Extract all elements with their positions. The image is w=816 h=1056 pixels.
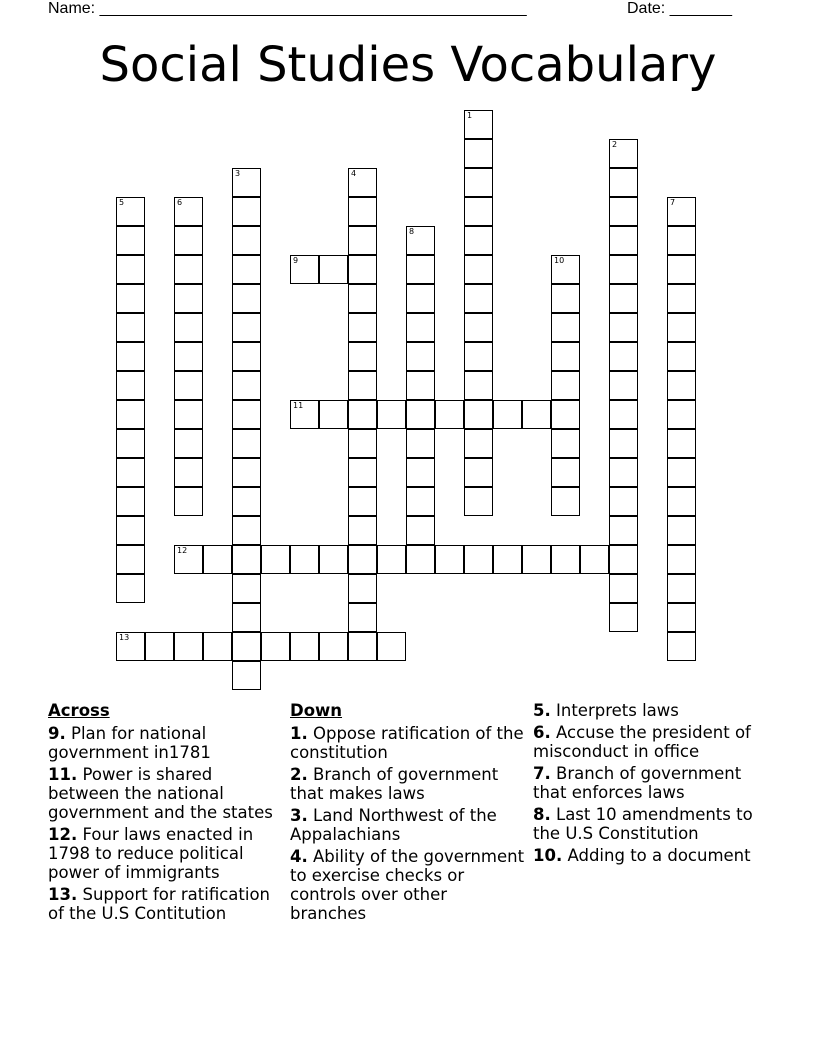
clue-text: Support for ratification of the U.S Contitution bbox=[48, 885, 271, 923]
crossword-cell[interactable] bbox=[348, 487, 377, 516]
cell-number: 10 bbox=[554, 256, 565, 265]
crossword-cell[interactable] bbox=[551, 545, 580, 574]
crossword-cell[interactable] bbox=[174, 429, 203, 458]
crossword-cell[interactable] bbox=[464, 371, 493, 400]
crossword-cell[interactable] bbox=[174, 255, 203, 284]
crossword-cell[interactable] bbox=[609, 313, 638, 342]
clue-text: Plan for national government in1781 bbox=[48, 724, 211, 762]
crossword-cell[interactable] bbox=[667, 429, 696, 458]
clues-column-1 bbox=[48, 701, 286, 926]
crossword-cell[interactable] bbox=[377, 400, 406, 429]
crossword-cell[interactable] bbox=[261, 632, 290, 661]
cell-number: 5 bbox=[119, 198, 125, 207]
crossword-cell[interactable] bbox=[290, 400, 319, 429]
crossword-cell[interactable] bbox=[203, 632, 232, 661]
crossword-cell[interactable] bbox=[232, 458, 261, 487]
crossword-cell[interactable] bbox=[232, 342, 261, 371]
across-heading: Across bbox=[48, 701, 110, 720]
clue-down-5 bbox=[533, 701, 773, 720]
crossword-cell[interactable] bbox=[464, 226, 493, 255]
clue-text: Accuse the president of misconduct in office bbox=[533, 723, 751, 761]
crossword-cell[interactable] bbox=[435, 545, 464, 574]
clue-text: Oppose ratification of the constitution bbox=[290, 724, 524, 762]
crossword-cell[interactable] bbox=[667, 342, 696, 371]
crossword-cell[interactable] bbox=[464, 342, 493, 371]
crossword-cell[interactable] bbox=[551, 371, 580, 400]
crossword-cell[interactable] bbox=[609, 255, 638, 284]
crossword-cell[interactable] bbox=[551, 313, 580, 342]
crossword-cell[interactable] bbox=[232, 661, 261, 690]
clue-down-1 bbox=[290, 724, 528, 762]
crossword-cell[interactable] bbox=[464, 197, 493, 226]
crossword-cell[interactable] bbox=[174, 400, 203, 429]
crossword-cell[interactable] bbox=[406, 487, 435, 516]
crossword-cell[interactable] bbox=[609, 139, 638, 168]
crossword-cell[interactable] bbox=[667, 574, 696, 603]
crossword-cell[interactable] bbox=[667, 603, 696, 632]
crossword-cell[interactable] bbox=[348, 226, 377, 255]
crossword-cell[interactable] bbox=[551, 429, 580, 458]
crossword-cell[interactable] bbox=[290, 632, 319, 661]
cell-number: 9 bbox=[293, 256, 299, 265]
clue-number: 10. bbox=[533, 846, 563, 865]
clue-number: 1. bbox=[290, 724, 308, 743]
crossword-cell[interactable] bbox=[406, 313, 435, 342]
crossword-cell[interactable] bbox=[551, 487, 580, 516]
clue-number: 6. bbox=[533, 723, 551, 742]
crossword-cell[interactable] bbox=[319, 400, 348, 429]
crossword-cell[interactable] bbox=[493, 400, 522, 429]
crossword-cell[interactable] bbox=[232, 487, 261, 516]
crossword-cell[interactable] bbox=[406, 400, 435, 429]
crossword-cell[interactable] bbox=[406, 516, 435, 545]
crossword-cell[interactable] bbox=[406, 342, 435, 371]
crossword-cell[interactable] bbox=[667, 197, 696, 226]
crossword-cell[interactable] bbox=[609, 400, 638, 429]
crossword-cell[interactable] bbox=[609, 371, 638, 400]
crossword-cell[interactable] bbox=[232, 284, 261, 313]
crossword-cell[interactable] bbox=[609, 574, 638, 603]
clue-down-2 bbox=[290, 765, 528, 803]
crossword-cell[interactable] bbox=[174, 632, 203, 661]
clue-number: 7. bbox=[533, 764, 551, 783]
crossword-cell[interactable] bbox=[232, 632, 261, 661]
cell-number: 6 bbox=[177, 198, 183, 207]
crossword-cell[interactable] bbox=[261, 545, 290, 574]
crossword-cell[interactable] bbox=[348, 603, 377, 632]
crossword-cell[interactable] bbox=[290, 545, 319, 574]
crossword-cell[interactable] bbox=[348, 168, 377, 197]
crossword-cell[interactable] bbox=[174, 226, 203, 255]
crossword-cell[interactable] bbox=[464, 458, 493, 487]
crossword-cell[interactable] bbox=[406, 226, 435, 255]
crossword-cell[interactable] bbox=[522, 545, 551, 574]
crossword-cell[interactable] bbox=[667, 458, 696, 487]
clue-text: Power is shared between the national government and the states bbox=[48, 765, 273, 822]
clue-text: Last 10 amendments to the U.S Constitution bbox=[533, 805, 753, 843]
crossword-cell[interactable] bbox=[203, 545, 232, 574]
crossword-cell[interactable] bbox=[232, 603, 261, 632]
crossword-cell[interactable] bbox=[464, 400, 493, 429]
date-field[interactable]: Date: _______ bbox=[627, 0, 732, 17]
clue-text: Interprets laws bbox=[556, 701, 679, 720]
crossword-cell[interactable] bbox=[522, 400, 551, 429]
crossword-cell[interactable] bbox=[406, 284, 435, 313]
crossword-cell[interactable] bbox=[406, 545, 435, 574]
clue-number: 12. bbox=[48, 825, 78, 844]
clue-text: Adding to a document bbox=[567, 846, 751, 865]
clues-column-2 bbox=[290, 701, 528, 926]
crossword-cell[interactable] bbox=[551, 458, 580, 487]
crossword-cell[interactable] bbox=[667, 632, 696, 661]
crossword-cell[interactable] bbox=[174, 458, 203, 487]
clue-number: 13. bbox=[48, 885, 78, 904]
clue-number: 3. bbox=[290, 806, 308, 825]
crossword-cell[interactable] bbox=[116, 255, 145, 284]
crossword-cell[interactable] bbox=[609, 429, 638, 458]
cell-number: 13 bbox=[119, 633, 130, 642]
crossword-cell[interactable] bbox=[406, 255, 435, 284]
crossword-cell[interactable] bbox=[174, 371, 203, 400]
crossword-cell[interactable] bbox=[609, 342, 638, 371]
clues-column-3 bbox=[533, 701, 773, 868]
clue-across-12 bbox=[48, 825, 286, 882]
crossword-cell[interactable] bbox=[464, 110, 493, 139]
cell-number: 1 bbox=[467, 111, 473, 120]
crossword-cell[interactable] bbox=[232, 516, 261, 545]
crossword-cell[interactable] bbox=[348, 313, 377, 342]
cell-number: 8 bbox=[409, 227, 415, 236]
crossword-cell[interactable] bbox=[116, 429, 145, 458]
crossword-cell[interactable] bbox=[116, 284, 145, 313]
clue-down-3 bbox=[290, 806, 528, 844]
crossword-cell[interactable] bbox=[116, 313, 145, 342]
cell-number: 4 bbox=[351, 169, 357, 178]
crossword-cell[interactable] bbox=[609, 197, 638, 226]
crossword-cell[interactable] bbox=[174, 197, 203, 226]
crossword-cell[interactable] bbox=[348, 284, 377, 313]
crossword-cell[interactable] bbox=[232, 313, 261, 342]
crossword-cell[interactable] bbox=[348, 197, 377, 226]
crossword-cell[interactable] bbox=[609, 284, 638, 313]
clue-text: Land Northwest of the Appalachians bbox=[290, 806, 497, 844]
crossword-cell[interactable] bbox=[493, 545, 522, 574]
crossword-cell[interactable] bbox=[116, 487, 145, 516]
crossword-cell[interactable] bbox=[174, 284, 203, 313]
crossword-cell[interactable] bbox=[116, 458, 145, 487]
crossword-cell[interactable] bbox=[667, 313, 696, 342]
crossword-cell[interactable] bbox=[435, 400, 464, 429]
crossword-cell[interactable] bbox=[348, 255, 377, 284]
crossword-cell[interactable] bbox=[667, 400, 696, 429]
crossword-cell[interactable] bbox=[290, 255, 319, 284]
crossword-cell[interactable] bbox=[116, 371, 145, 400]
crossword-cell[interactable] bbox=[348, 458, 377, 487]
crossword-cell[interactable] bbox=[580, 545, 609, 574]
clue-down-4 bbox=[290, 847, 528, 923]
crossword-cell[interactable] bbox=[319, 545, 348, 574]
crossword-cell[interactable] bbox=[232, 197, 261, 226]
crossword-cell[interactable] bbox=[406, 371, 435, 400]
cell-number: 12 bbox=[177, 546, 188, 555]
crossword-cell[interactable] bbox=[348, 545, 377, 574]
clue-text: Branch of government that enforces laws bbox=[533, 764, 742, 802]
crossword-cell[interactable] bbox=[464, 255, 493, 284]
clue-down-8 bbox=[533, 805, 773, 843]
clue-down-10 bbox=[533, 846, 773, 865]
crossword-cell[interactable] bbox=[667, 516, 696, 545]
crossword-cell[interactable] bbox=[116, 516, 145, 545]
crossword-cell[interactable] bbox=[609, 226, 638, 255]
crossword-cell[interactable] bbox=[609, 545, 638, 574]
cell-number: 11 bbox=[293, 401, 304, 410]
crossword-cell[interactable] bbox=[232, 168, 261, 197]
crossword-cell[interactable] bbox=[348, 516, 377, 545]
cell-number: 3 bbox=[235, 169, 241, 178]
crossword-cell[interactable] bbox=[377, 545, 406, 574]
clue-down-7 bbox=[533, 764, 773, 802]
crossword-cell[interactable] bbox=[232, 226, 261, 255]
crossword-cell[interactable] bbox=[464, 284, 493, 313]
crossword-cell[interactable] bbox=[174, 313, 203, 342]
crossword-cell[interactable] bbox=[667, 371, 696, 400]
crossword-cell[interactable] bbox=[348, 342, 377, 371]
clue-text: Branch of government that makes laws bbox=[290, 765, 499, 803]
crossword-cell[interactable] bbox=[116, 197, 145, 226]
crossword-cell[interactable] bbox=[319, 632, 348, 661]
crossword-cell[interactable] bbox=[174, 545, 203, 574]
crossword-cell[interactable] bbox=[232, 371, 261, 400]
crossword-cell[interactable] bbox=[609, 168, 638, 197]
crossword-cell[interactable] bbox=[116, 226, 145, 255]
crossword-cell[interactable] bbox=[348, 632, 377, 661]
crossword-cell[interactable] bbox=[609, 516, 638, 545]
crossword-cell[interactable] bbox=[319, 255, 348, 284]
clue-text: Four laws enacted in 1798 to reduce political power of immigrants bbox=[48, 825, 254, 882]
crossword-cell[interactable] bbox=[464, 487, 493, 516]
crossword-cell[interactable] bbox=[551, 342, 580, 371]
crossword-cell[interactable] bbox=[609, 487, 638, 516]
clue-number: 2. bbox=[290, 765, 308, 784]
clue-number: 4. bbox=[290, 847, 308, 866]
crossword-cell[interactable] bbox=[116, 574, 145, 603]
crossword-cell[interactable] bbox=[145, 632, 174, 661]
crossword-cell[interactable] bbox=[667, 545, 696, 574]
crossword-cell[interactable] bbox=[609, 458, 638, 487]
crossword-cell[interactable] bbox=[667, 226, 696, 255]
clue-across-11 bbox=[48, 765, 286, 822]
crossword-cell[interactable] bbox=[377, 632, 406, 661]
crossword-cell[interactable] bbox=[232, 400, 261, 429]
crossword-cell[interactable] bbox=[464, 168, 493, 197]
page-title: Social Studies Vocabulary bbox=[99, 37, 717, 93]
crossword-cell[interactable] bbox=[232, 255, 261, 284]
crossword-cell[interactable] bbox=[609, 603, 638, 632]
crossword-cell[interactable] bbox=[464, 313, 493, 342]
clue-across-9 bbox=[48, 724, 286, 762]
crossword-cell[interactable] bbox=[348, 371, 377, 400]
down-heading: Down bbox=[290, 701, 343, 720]
crossword-cell[interactable] bbox=[232, 429, 261, 458]
crossword-cell[interactable] bbox=[551, 400, 580, 429]
clue-down-6 bbox=[533, 723, 773, 761]
crossword-cell[interactable] bbox=[464, 545, 493, 574]
cell-number: 2 bbox=[612, 140, 618, 149]
crossword-cell[interactable] bbox=[348, 400, 377, 429]
crossword-cell[interactable] bbox=[464, 429, 493, 458]
clue-number: 9. bbox=[48, 724, 66, 743]
crossword-cell[interactable] bbox=[406, 458, 435, 487]
clue-number: 5. bbox=[533, 701, 551, 720]
crossword-cell[interactable] bbox=[116, 632, 145, 661]
name-field[interactable]: Name: ________________________________________________ bbox=[48, 0, 527, 17]
clue-number: 8. bbox=[533, 805, 551, 824]
crossword-cell[interactable] bbox=[116, 545, 145, 574]
crossword-cell[interactable] bbox=[174, 342, 203, 371]
crossword-cell[interactable] bbox=[551, 255, 580, 284]
crossword-cell[interactable] bbox=[348, 429, 377, 458]
crossword-cell[interactable] bbox=[667, 255, 696, 284]
clue-text: Ability of the government to exercise checks or controls over other branches bbox=[290, 847, 525, 923]
crossword-cell[interactable] bbox=[174, 487, 203, 516]
crossword-cell[interactable] bbox=[406, 429, 435, 458]
cell-number: 7 bbox=[670, 198, 676, 207]
crossword-cell[interactable] bbox=[348, 574, 377, 603]
crossword-cell[interactable] bbox=[667, 284, 696, 313]
clue-across-13 bbox=[48, 885, 286, 923]
crossword-cell[interactable] bbox=[551, 284, 580, 313]
crossword-cell[interactable] bbox=[116, 342, 145, 371]
crossword-cell[interactable] bbox=[464, 139, 493, 168]
crossword-cell[interactable] bbox=[116, 400, 145, 429]
crossword-cell[interactable] bbox=[232, 574, 261, 603]
crossword-cell[interactable] bbox=[232, 545, 261, 574]
crossword-cell[interactable] bbox=[667, 487, 696, 516]
clue-number: 11. bbox=[48, 765, 78, 784]
